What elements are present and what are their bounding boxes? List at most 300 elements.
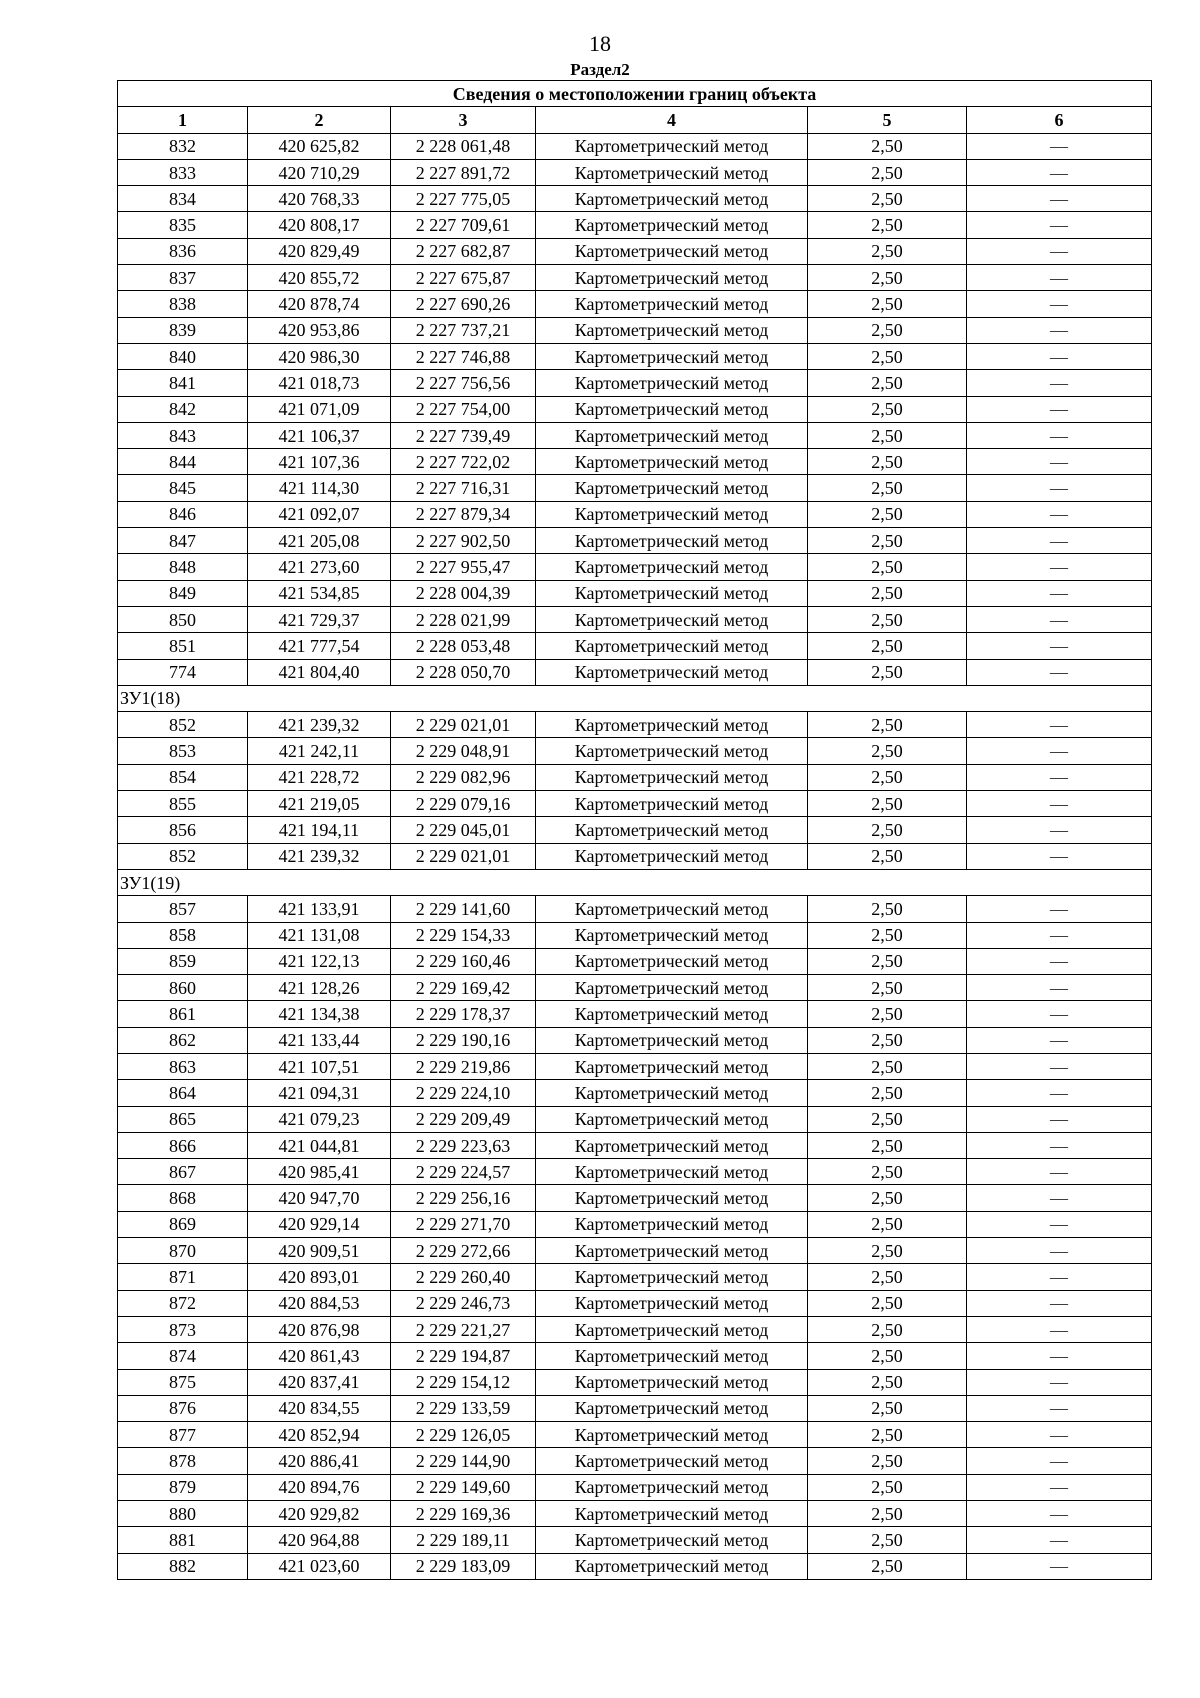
accuracy-cell: 2,50 — [808, 1448, 967, 1474]
x-coordinate-cell: 421 133,91 — [248, 896, 391, 922]
point-number-cell: 845 — [118, 475, 248, 501]
y-coordinate-cell: 2 229 246,73 — [391, 1290, 536, 1316]
x-coordinate-cell: 420 953,86 — [248, 317, 391, 343]
accuracy-cell: 2,50 — [808, 712, 967, 738]
y-coordinate-cell: 2 227 955,47 — [391, 554, 536, 580]
point-number-cell: 840 — [118, 343, 248, 369]
accuracy-cell: 2,50 — [808, 238, 967, 264]
y-coordinate-cell: 2 229 224,57 — [391, 1159, 536, 1185]
note-cell: — — [967, 1527, 1152, 1553]
note-cell: — — [967, 1290, 1152, 1316]
method-cell: Картометрический метод — [536, 422, 808, 448]
note-cell: — — [967, 764, 1152, 790]
x-coordinate-cell: 421 092,07 — [248, 501, 391, 527]
accuracy-cell: 2,50 — [808, 922, 967, 948]
x-coordinate-cell: 421 122,13 — [248, 948, 391, 974]
x-coordinate-cell: 420 808,17 — [248, 212, 391, 238]
point-number-cell: 878 — [118, 1448, 248, 1474]
note-cell: — — [967, 712, 1152, 738]
accuracy-cell: 2,50 — [808, 422, 967, 448]
point-number-cell: 863 — [118, 1053, 248, 1079]
accuracy-cell: 2,50 — [808, 1553, 967, 1579]
y-coordinate-cell: 2 229 194,87 — [391, 1343, 536, 1369]
y-coordinate-cell: 2 229 141,60 — [391, 896, 536, 922]
note-cell: — — [967, 370, 1152, 396]
x-coordinate-cell: 421 205,08 — [248, 528, 391, 554]
note-cell: — — [967, 1501, 1152, 1527]
table-row — [118, 159, 1152, 185]
y-coordinate-cell: 2 229 260,40 — [391, 1264, 536, 1290]
accuracy-cell: 2,50 — [808, 1501, 967, 1527]
accuracy-cell: 2,50 — [808, 501, 967, 527]
note-cell: — — [967, 948, 1152, 974]
x-coordinate-cell: 420 876,98 — [248, 1316, 391, 1342]
point-number-cell: 876 — [118, 1395, 248, 1421]
method-cell: Картометрический метод — [536, 922, 808, 948]
accuracy-cell: 2,50 — [808, 1422, 967, 1448]
column-number: 6 — [967, 107, 1152, 133]
accuracy-cell: 2,50 — [808, 1001, 967, 1027]
point-number-cell: 839 — [118, 317, 248, 343]
accuracy-cell: 2,50 — [808, 1290, 967, 1316]
method-cell: Картометрический метод — [536, 291, 808, 317]
point-number-cell: 865 — [118, 1106, 248, 1132]
accuracy-cell: 2,50 — [808, 159, 967, 185]
table-row — [118, 1238, 1152, 1264]
accuracy-cell: 2,50 — [808, 1211, 967, 1237]
method-cell: Картометрический метод — [536, 1290, 808, 1316]
accuracy-cell: 2,50 — [808, 1343, 967, 1369]
point-number-cell: 832 — [118, 133, 248, 159]
method-cell: Картометрический метод — [536, 896, 808, 922]
point-number-cell: 867 — [118, 1159, 248, 1185]
note-cell: — — [967, 212, 1152, 238]
x-coordinate-cell: 421 133,44 — [248, 1027, 391, 1053]
x-coordinate-cell: 420 985,41 — [248, 1159, 391, 1185]
note-cell: — — [967, 1343, 1152, 1369]
table-row — [118, 764, 1152, 790]
table-row — [118, 712, 1152, 738]
point-number-cell: 852 — [118, 712, 248, 738]
x-coordinate-cell: 421 228,72 — [248, 764, 391, 790]
table-row — [118, 580, 1152, 606]
table-row — [118, 1053, 1152, 1079]
note-cell: — — [967, 475, 1152, 501]
note-cell: — — [967, 1316, 1152, 1342]
method-cell: Картометрический метод — [536, 343, 808, 369]
accuracy-cell: 2,50 — [808, 1053, 967, 1079]
method-cell: Картометрический метод — [536, 1001, 808, 1027]
y-coordinate-cell: 2 229 082,96 — [391, 764, 536, 790]
method-cell: Картометрический метод — [536, 791, 808, 817]
y-coordinate-cell: 2 229 133,59 — [391, 1395, 536, 1421]
point-number-cell: 853 — [118, 738, 248, 764]
y-coordinate-cell: 2 229 223,63 — [391, 1132, 536, 1158]
table-row — [118, 606, 1152, 632]
method-cell: Картометрический метод — [536, 501, 808, 527]
y-coordinate-cell: 2 229 178,37 — [391, 1001, 536, 1027]
method-cell: Картометрический метод — [536, 975, 808, 1001]
point-number-cell: 866 — [118, 1132, 248, 1158]
table-body — [118, 133, 1152, 1579]
y-coordinate-cell: 2 229 183,09 — [391, 1553, 536, 1579]
accuracy-cell: 2,50 — [808, 133, 967, 159]
note-cell: — — [967, 238, 1152, 264]
point-number-cell: 852 — [118, 843, 248, 869]
note-cell: — — [967, 817, 1152, 843]
table-row — [118, 396, 1152, 422]
point-number-cell: 869 — [118, 1211, 248, 1237]
point-number-cell: 842 — [118, 396, 248, 422]
y-coordinate-cell: 2 229 154,33 — [391, 922, 536, 948]
table-row — [118, 1001, 1152, 1027]
x-coordinate-cell: 421 107,51 — [248, 1053, 391, 1079]
accuracy-cell: 2,50 — [808, 317, 967, 343]
y-coordinate-cell: 2 228 061,48 — [391, 133, 536, 159]
table-row — [118, 370, 1152, 396]
point-number-cell: 879 — [118, 1474, 248, 1500]
point-number-cell: 844 — [118, 449, 248, 475]
accuracy-cell: 2,50 — [808, 1316, 967, 1342]
x-coordinate-cell: 421 044,81 — [248, 1132, 391, 1158]
note-cell: — — [967, 606, 1152, 632]
point-number-cell: 774 — [118, 659, 248, 685]
point-number-cell: 882 — [118, 1553, 248, 1579]
note-cell: — — [967, 265, 1152, 291]
accuracy-cell: 2,50 — [808, 370, 967, 396]
method-cell: Картометрический метод — [536, 159, 808, 185]
y-coordinate-cell: 2 228 021,99 — [391, 606, 536, 632]
accuracy-cell: 2,50 — [808, 1527, 967, 1553]
method-cell: Картометрический метод — [536, 1343, 808, 1369]
point-number-cell: 856 — [118, 817, 248, 843]
y-coordinate-cell: 2 227 716,31 — [391, 475, 536, 501]
point-number-cell: 849 — [118, 580, 248, 606]
method-cell: Картометрический метод — [536, 212, 808, 238]
x-coordinate-cell: 421 107,36 — [248, 449, 391, 475]
note-cell: — — [967, 422, 1152, 448]
method-cell: Картометрический метод — [536, 1448, 808, 1474]
y-coordinate-cell: 2 229 149,60 — [391, 1474, 536, 1500]
table-row — [118, 1159, 1152, 1185]
table-row — [118, 1316, 1152, 1342]
method-cell: Картометрический метод — [536, 1106, 808, 1132]
x-coordinate-cell: 420 986,30 — [248, 343, 391, 369]
table-row — [118, 317, 1152, 343]
y-coordinate-cell: 2 229 144,90 — [391, 1448, 536, 1474]
y-coordinate-cell: 2 228 050,70 — [391, 659, 536, 685]
point-number-cell: 855 — [118, 791, 248, 817]
table-row — [118, 133, 1152, 159]
point-number-cell: 873 — [118, 1316, 248, 1342]
accuracy-cell: 2,50 — [808, 975, 967, 1001]
method-cell: Картометрический метод — [536, 449, 808, 475]
note-cell: — — [967, 1448, 1152, 1474]
note-cell: — — [967, 133, 1152, 159]
note-cell: — — [967, 1369, 1152, 1395]
accuracy-cell: 2,50 — [808, 1395, 967, 1421]
accuracy-cell: 2,50 — [808, 528, 967, 554]
table-row — [118, 791, 1152, 817]
x-coordinate-cell: 421 239,32 — [248, 843, 391, 869]
method-cell: Картометрический метод — [536, 370, 808, 396]
method-cell: Картометрический метод — [536, 764, 808, 790]
x-coordinate-cell: 421 106,37 — [248, 422, 391, 448]
note-cell: — — [967, 1264, 1152, 1290]
method-cell: Картометрический метод — [536, 396, 808, 422]
note-cell: — — [967, 1238, 1152, 1264]
y-coordinate-cell: 2 227 709,61 — [391, 212, 536, 238]
table-row — [118, 843, 1152, 869]
note-cell: — — [967, 1395, 1152, 1421]
x-coordinate-cell: 420 768,33 — [248, 186, 391, 212]
point-number-cell: 851 — [118, 633, 248, 659]
accuracy-cell: 2,50 — [808, 817, 967, 843]
note-cell: — — [967, 449, 1152, 475]
point-number-cell: 843 — [118, 422, 248, 448]
method-cell: Картометрический метод — [536, 1395, 808, 1421]
accuracy-cell: 2,50 — [808, 1106, 967, 1132]
accuracy-cell: 2,50 — [808, 212, 967, 238]
x-coordinate-cell: 420 929,82 — [248, 1501, 391, 1527]
y-coordinate-cell: 2 229 256,16 — [391, 1185, 536, 1211]
x-coordinate-cell: 420 884,53 — [248, 1290, 391, 1316]
accuracy-cell: 2,50 — [808, 738, 967, 764]
group-label: ЗУ1(18) — [118, 685, 1152, 711]
point-number-cell: 874 — [118, 1343, 248, 1369]
column-number: 4 — [536, 107, 808, 133]
method-cell: Картометрический метод — [536, 1553, 808, 1579]
column-number: 3 — [391, 107, 536, 133]
x-coordinate-cell: 421 239,32 — [248, 712, 391, 738]
accuracy-cell: 2,50 — [808, 1185, 967, 1211]
x-coordinate-cell: 421 071,09 — [248, 396, 391, 422]
note-cell: — — [967, 501, 1152, 527]
accuracy-cell: 2,50 — [808, 291, 967, 317]
table-row — [118, 817, 1152, 843]
accuracy-cell: 2,50 — [808, 764, 967, 790]
note-cell: — — [967, 1080, 1152, 1106]
y-coordinate-cell: 2 227 690,26 — [391, 291, 536, 317]
table-row — [118, 738, 1152, 764]
point-number-cell: 857 — [118, 896, 248, 922]
accuracy-cell: 2,50 — [808, 396, 967, 422]
accuracy-cell: 2,50 — [808, 1159, 967, 1185]
table-row — [118, 1290, 1152, 1316]
note-cell: — — [967, 896, 1152, 922]
point-number-cell: 836 — [118, 238, 248, 264]
note-cell: — — [967, 633, 1152, 659]
table-row — [118, 238, 1152, 264]
table-row — [118, 554, 1152, 580]
accuracy-cell: 2,50 — [808, 580, 967, 606]
x-coordinate-cell: 421 128,26 — [248, 975, 391, 1001]
note-cell: — — [967, 343, 1152, 369]
point-number-cell: 861 — [118, 1001, 248, 1027]
table-row — [118, 1211, 1152, 1237]
table-row — [118, 291, 1152, 317]
note-cell: — — [967, 1185, 1152, 1211]
accuracy-cell: 2,50 — [808, 606, 967, 632]
method-cell: Картометрический метод — [536, 133, 808, 159]
x-coordinate-cell: 421 023,60 — [248, 1553, 391, 1579]
column-number: 5 — [808, 107, 967, 133]
note-cell: — — [967, 975, 1152, 1001]
table-row — [118, 265, 1152, 291]
note-cell: — — [967, 528, 1152, 554]
y-coordinate-cell: 2 227 879,34 — [391, 501, 536, 527]
x-coordinate-cell: 420 837,41 — [248, 1369, 391, 1395]
x-coordinate-cell: 421 804,40 — [248, 659, 391, 685]
point-number-cell: 835 — [118, 212, 248, 238]
accuracy-cell: 2,50 — [808, 1027, 967, 1053]
table-row — [118, 1422, 1152, 1448]
point-number-cell: 862 — [118, 1027, 248, 1053]
point-number-cell: 847 — [118, 528, 248, 554]
point-number-cell: 834 — [118, 186, 248, 212]
x-coordinate-cell: 421 194,11 — [248, 817, 391, 843]
column-number: 2 — [248, 107, 391, 133]
y-coordinate-cell: 2 227 737,21 — [391, 317, 536, 343]
accuracy-cell: 2,50 — [808, 633, 967, 659]
table-row — [118, 1448, 1152, 1474]
point-number-cell: 841 — [118, 370, 248, 396]
y-coordinate-cell: 2 227 891,72 — [391, 159, 536, 185]
table-row — [118, 1343, 1152, 1369]
y-coordinate-cell: 2 229 021,01 — [391, 843, 536, 869]
table-row — [118, 922, 1152, 948]
y-coordinate-cell: 2 229 045,01 — [391, 817, 536, 843]
x-coordinate-cell: 421 777,54 — [248, 633, 391, 659]
table-row — [118, 1027, 1152, 1053]
table-row — [118, 422, 1152, 448]
x-coordinate-cell: 420 625,82 — [248, 133, 391, 159]
page-number: 18 — [589, 31, 611, 56]
y-coordinate-cell: 2 229 048,91 — [391, 738, 536, 764]
y-coordinate-cell: 2 229 126,05 — [391, 1422, 536, 1448]
note-cell: — — [967, 738, 1152, 764]
note-cell: — — [967, 396, 1152, 422]
column-number: 1 — [118, 107, 248, 133]
x-coordinate-cell: 420 861,43 — [248, 1343, 391, 1369]
table-row — [118, 1369, 1152, 1395]
method-cell: Картометрический метод — [536, 1027, 808, 1053]
table-row — [118, 1132, 1152, 1158]
y-coordinate-cell: 2 229 154,12 — [391, 1369, 536, 1395]
accuracy-cell: 2,50 — [808, 791, 967, 817]
note-cell: — — [967, 791, 1152, 817]
x-coordinate-cell: 420 929,14 — [248, 1211, 391, 1237]
group-row — [118, 685, 1152, 711]
y-coordinate-cell: 2 227 902,50 — [391, 528, 536, 554]
x-coordinate-cell: 420 947,70 — [248, 1185, 391, 1211]
table-row — [118, 1474, 1152, 1500]
y-coordinate-cell: 2 229 189,11 — [391, 1527, 536, 1553]
x-coordinate-cell: 420 886,41 — [248, 1448, 391, 1474]
point-number-cell: 870 — [118, 1238, 248, 1264]
note-cell: — — [967, 843, 1152, 869]
y-coordinate-cell: 2 229 190,16 — [391, 1027, 536, 1053]
table-row — [118, 475, 1152, 501]
y-coordinate-cell: 2 229 169,42 — [391, 975, 536, 1001]
note-cell: — — [967, 1159, 1152, 1185]
point-number-cell: 881 — [118, 1527, 248, 1553]
point-number-cell: 838 — [118, 291, 248, 317]
y-coordinate-cell: 2 229 221,27 — [391, 1316, 536, 1342]
accuracy-cell: 2,50 — [808, 475, 967, 501]
table-row — [118, 528, 1152, 554]
note-cell: — — [967, 1132, 1152, 1158]
accuracy-cell: 2,50 — [808, 449, 967, 475]
method-cell: Картометрический метод — [536, 186, 808, 212]
point-number-cell: 880 — [118, 1501, 248, 1527]
point-number-cell: 868 — [118, 1185, 248, 1211]
accuracy-cell: 2,50 — [808, 948, 967, 974]
point-number-cell: 877 — [118, 1422, 248, 1448]
method-cell: Картометрический метод — [536, 1264, 808, 1290]
x-coordinate-cell: 420 893,01 — [248, 1264, 391, 1290]
point-number-cell: 875 — [118, 1369, 248, 1395]
table-row — [118, 1527, 1152, 1553]
note-cell: — — [967, 1106, 1152, 1132]
method-cell: Картометрический метод — [536, 1369, 808, 1395]
y-coordinate-cell: 2 227 675,87 — [391, 265, 536, 291]
note-cell: — — [967, 659, 1152, 685]
method-cell: Картометрический метод — [536, 606, 808, 632]
x-coordinate-cell: 421 094,31 — [248, 1080, 391, 1106]
y-coordinate-cell: 2 227 775,05 — [391, 186, 536, 212]
x-coordinate-cell: 421 729,37 — [248, 606, 391, 632]
method-cell: Картометрический метод — [536, 1080, 808, 1106]
note-cell: — — [967, 1422, 1152, 1448]
note-cell: — — [967, 1211, 1152, 1237]
x-coordinate-cell: 421 018,73 — [248, 370, 391, 396]
note-cell: — — [967, 554, 1152, 580]
point-number-cell: 837 — [118, 265, 248, 291]
point-number-cell: 848 — [118, 554, 248, 580]
method-cell: Картометрический метод — [536, 475, 808, 501]
note-cell: — — [967, 186, 1152, 212]
method-cell: Картометрический метод — [536, 633, 808, 659]
table-row — [118, 186, 1152, 212]
x-coordinate-cell: 421 114,30 — [248, 475, 391, 501]
boundary-coordinates-table — [117, 80, 1152, 1580]
point-number-cell: 846 — [118, 501, 248, 527]
point-number-cell: 858 — [118, 922, 248, 948]
point-number-cell: 860 — [118, 975, 248, 1001]
accuracy-cell: 2,50 — [808, 186, 967, 212]
table-row — [118, 975, 1152, 1001]
table-row — [118, 1553, 1152, 1579]
method-cell: Картометрический метод — [536, 265, 808, 291]
accuracy-cell: 2,50 — [808, 265, 967, 291]
method-cell: Картометрический метод — [536, 1185, 808, 1211]
method-cell: Картометрический метод — [536, 1501, 808, 1527]
x-coordinate-cell: 420 834,55 — [248, 1395, 391, 1421]
x-coordinate-cell: 421 079,23 — [248, 1106, 391, 1132]
table-row — [118, 633, 1152, 659]
method-cell: Картометрический метод — [536, 580, 808, 606]
table-row — [118, 1106, 1152, 1132]
method-cell: Картометрический метод — [536, 1238, 808, 1264]
x-coordinate-cell: 421 242,11 — [248, 738, 391, 764]
x-coordinate-cell: 421 131,08 — [248, 922, 391, 948]
y-coordinate-cell: 2 229 219,86 — [391, 1053, 536, 1079]
accuracy-cell: 2,50 — [808, 343, 967, 369]
note-cell: — — [967, 317, 1152, 343]
note-cell: — — [967, 1553, 1152, 1579]
x-coordinate-cell: 420 852,94 — [248, 1422, 391, 1448]
